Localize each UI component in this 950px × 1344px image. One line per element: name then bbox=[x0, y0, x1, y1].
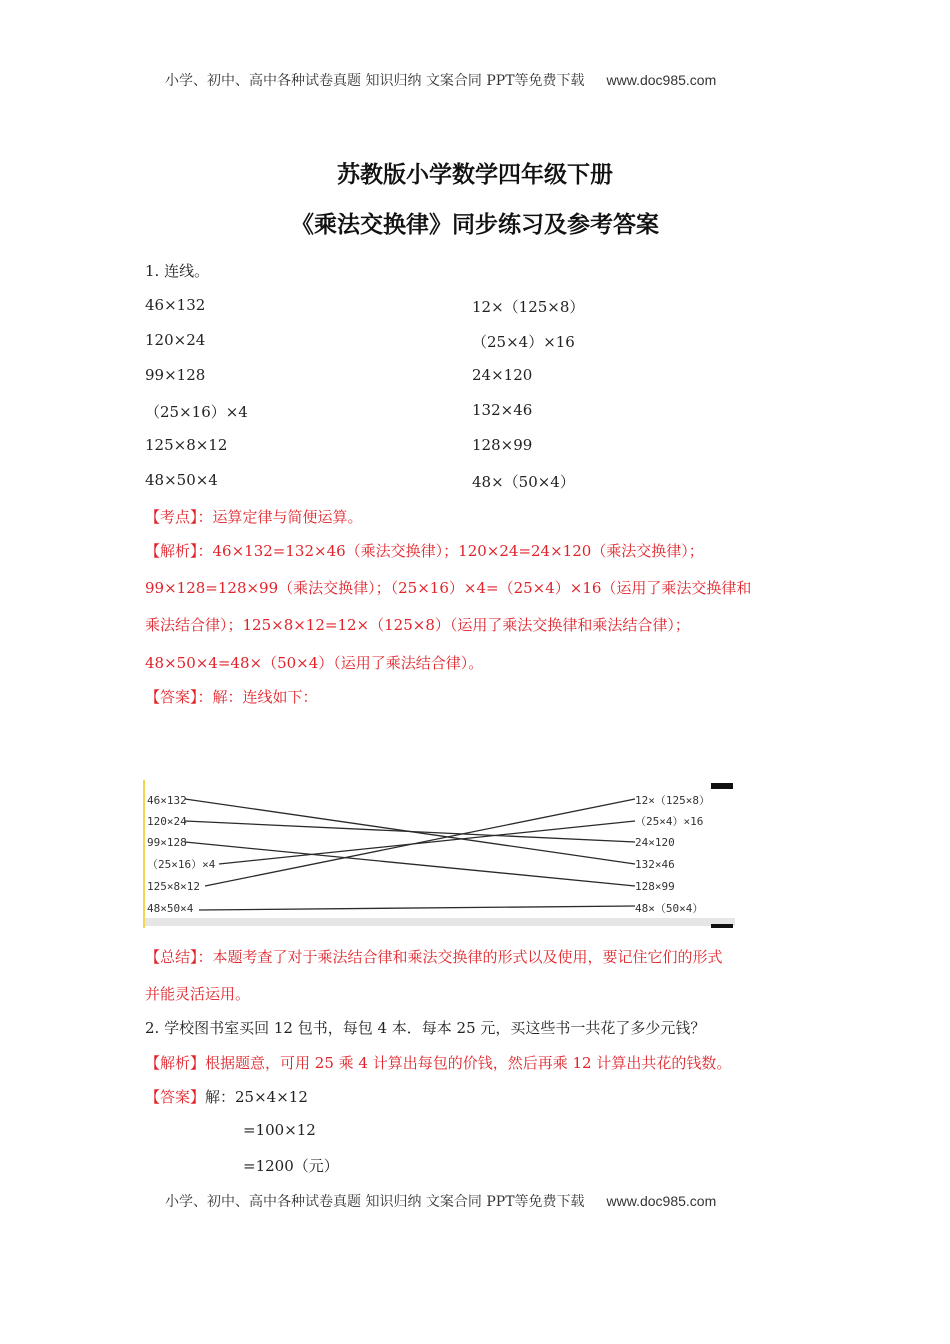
q1-right-expr: 128×99 bbox=[472, 436, 533, 454]
q1-stem: 1. 连线。 bbox=[145, 262, 210, 280]
q1-left-expr: （25×16）×4 bbox=[145, 403, 248, 421]
daan-text: ：解：连线如下： bbox=[197, 688, 318, 706]
q1-left-expr: 125×8×12 bbox=[145, 436, 228, 454]
diagram-left-label: （25×16）×4 bbox=[147, 858, 216, 871]
page-footer bbox=[165, 1191, 716, 1211]
q1-kaodian bbox=[145, 506, 363, 527]
diagram-marker-bottom bbox=[711, 924, 733, 928]
diagram-left-label: 120×24 bbox=[147, 815, 187, 828]
header-site[interactable]: www.doc985.com bbox=[606, 72, 717, 88]
footer-site[interactable]: www.doc985.com bbox=[606, 1193, 717, 1209]
q1-right-expr: 12×（125×8） bbox=[472, 298, 585, 316]
q1-left-expr: 46×132 bbox=[145, 296, 206, 314]
kaodian-tag: 【考点】 bbox=[145, 508, 198, 526]
title-line-1: 苏教版小学数学四年级下册 bbox=[337, 161, 613, 188]
q1-jiexi-line: 48×50×4=48×（50×4）（运用了乘法结合律）。 bbox=[145, 654, 484, 672]
jiexi-text: ：46×132=132×46（乘法交换律）；120×24=24×120（乘法交换律）； bbox=[197, 542, 704, 560]
diagram-right-label: 128×99 bbox=[635, 880, 675, 893]
q1-jiexi-line bbox=[145, 540, 704, 561]
q2-daan-text: 解：25×4×12 bbox=[205, 1088, 308, 1106]
footer-text: 小学、初中、高中各种试卷真题 知识归纳 文案合同 PPT等免费下载 bbox=[165, 1194, 585, 1210]
q2-jiexi bbox=[145, 1052, 731, 1073]
daan-tag: 【答案】 bbox=[145, 688, 198, 706]
matching-diagram bbox=[143, 780, 738, 932]
zongjie-text: ：本题考查了对于乘法结合律和乘法交换律的形式以及使用，要记住它们的形式 bbox=[197, 948, 723, 966]
q2-daan bbox=[145, 1086, 308, 1107]
q1-zongjie-line: 并能灵活运用。 bbox=[145, 985, 251, 1003]
diagram-left-border bbox=[143, 780, 145, 928]
q1-left-expr: 120×24 bbox=[145, 331, 206, 349]
diagram-scroll-strip bbox=[145, 918, 735, 926]
diagram-right-label: 48×（50×4） bbox=[635, 902, 704, 915]
q1-zongjie bbox=[145, 946, 723, 967]
diagram-left-label: 125×8×12 bbox=[147, 880, 200, 893]
q2-step: =1200（元） bbox=[243, 1157, 339, 1175]
q2-step: =100×12 bbox=[243, 1121, 316, 1139]
q1-right-expr: 48×（50×4） bbox=[472, 473, 575, 491]
q1-jiexi-line: 99×128=128×99（乘法交换律）；（25×16）×4=（25×4）×16（运用了乘法交换律和 bbox=[145, 579, 752, 597]
q2-stem: 2. 学校图书室买回 12 包书，每包 4 本．每本 25 元，买这些书一共花了多少元钱？ bbox=[145, 1019, 706, 1037]
header-text: 小学、初中、高中各种试卷真题 知识归纳 文案合同 PPT等免费下载 bbox=[165, 73, 585, 89]
q2-jiexi-tag: 【解析】 bbox=[145, 1054, 206, 1072]
q1-right-expr: 132×46 bbox=[472, 401, 533, 419]
diagram-left-label: 99×128 bbox=[147, 836, 187, 849]
q2-jiexi-text: 根据题意，可用 25 乘 4 计算出每包的价钱，然后再乘 12 计算出共花的钱数。 bbox=[205, 1054, 732, 1072]
diagram-marker-top bbox=[711, 783, 733, 789]
page-header bbox=[165, 70, 716, 90]
q1-left-expr: 99×128 bbox=[145, 366, 206, 384]
q1-daan bbox=[145, 686, 318, 707]
jiexi-tag: 【解析】 bbox=[145, 542, 198, 560]
q2-daan-tag: 【答案】 bbox=[145, 1088, 206, 1106]
kaodian-text: ：运算定律与简便运算。 bbox=[197, 508, 363, 526]
diagram-right-label: 24×120 bbox=[635, 836, 675, 849]
q1-jiexi-line: 乘法结合律）；125×8×12=12×（125×8）（运用了乘法交换律和乘法结合律）； bbox=[145, 616, 690, 634]
q1-right-expr: 24×120 bbox=[472, 366, 533, 384]
diagram-left-label: 46×132 bbox=[147, 794, 187, 807]
diagram-right-label: 132×46 bbox=[635, 858, 675, 871]
q1-left-expr: 48×50×4 bbox=[145, 471, 218, 489]
diagram-right-label: （25×4）×16 bbox=[635, 815, 704, 828]
diagram-right-label: 12×（125×8） bbox=[635, 794, 710, 807]
diagram-left-label: 48×50×4 bbox=[147, 902, 194, 915]
zongjie-tag: 【总结】 bbox=[145, 948, 198, 966]
q1-right-expr: （25×4）×16 bbox=[472, 333, 575, 351]
title-line-2: 《乘法交换律》同步练习及参考答案 bbox=[291, 211, 659, 238]
